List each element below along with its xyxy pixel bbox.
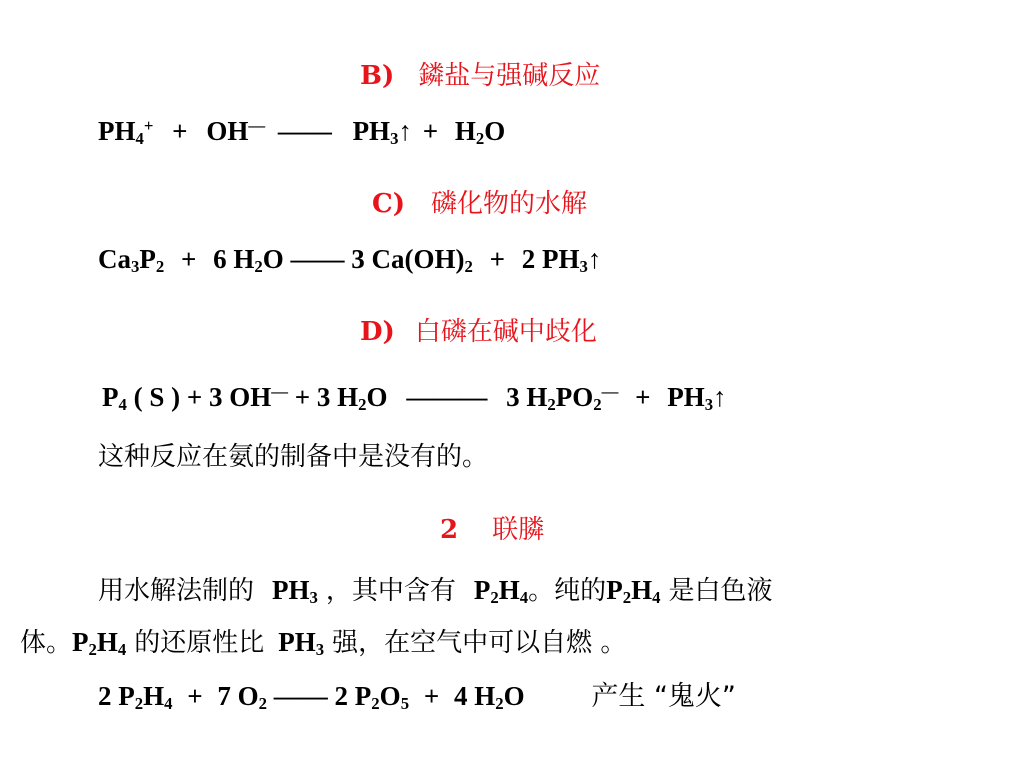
subscript: 2 — [155, 257, 165, 277]
heading-d-label: D) — [360, 317, 395, 347]
formula-text: PH — [667, 382, 705, 412]
plus-sign: + — [294, 382, 311, 412]
equation-4 — [98, 680, 736, 713]
plus-sign: + — [186, 382, 203, 412]
gas-arrow-icon: ↑ — [713, 382, 727, 412]
heading-d-text: 白磷在碱中歧化 — [414, 317, 597, 347]
coefficient: 3 — [209, 382, 223, 412]
formula-text: PO — [555, 382, 594, 412]
plus-sign: + — [187, 681, 203, 711]
superscript: — — [601, 381, 619, 401]
superscript: — — [248, 115, 266, 135]
subscript: 4 — [652, 588, 661, 608]
reaction-dash: —— — [277, 116, 332, 146]
formula-text: H — [526, 382, 548, 412]
formula-text: O — [379, 681, 401, 711]
formula-text: H — [631, 575, 653, 605]
subscript: 2 — [371, 694, 380, 714]
formula-text: H — [143, 681, 165, 711]
reaction-dash: —— — [273, 681, 328, 711]
subscript: 3 — [131, 257, 140, 277]
equation-2 — [98, 243, 601, 275]
subscript: 3 — [390, 129, 399, 149]
formula-text: H — [96, 627, 118, 657]
subscript: 2 — [254, 257, 263, 277]
paragraph-text: 是白色液 — [668, 576, 773, 606]
subscript: 2 — [495, 694, 504, 714]
coefficient: 4 — [453, 681, 468, 711]
formula-text: H — [233, 244, 255, 274]
superscript: — — [271, 381, 289, 401]
formula-text: PH — [272, 575, 310, 605]
formula-text: PH — [352, 116, 391, 146]
heading-b-label: B) — [360, 61, 395, 91]
subscript: 3 — [315, 640, 325, 660]
paragraph-text: 体。 — [20, 628, 73, 658]
coefficient: 6 — [213, 244, 227, 274]
subscript: 2 — [88, 640, 97, 660]
subscript: 3 — [309, 588, 318, 608]
subscript: 2 — [593, 395, 602, 415]
paragraph-line-1 — [98, 574, 772, 607]
formula-text: H — [454, 116, 476, 146]
heading-b-text: 鏻盐与强碱反应 — [418, 61, 601, 91]
formula-text: PH — [278, 627, 316, 657]
formula-text: H — [498, 575, 520, 605]
paragraph-text: 的还原性比 — [134, 628, 265, 658]
state-label: ( S ) — [133, 382, 181, 412]
subscript: 2 — [464, 257, 473, 277]
formula-text: P — [473, 575, 491, 605]
plus-sign: + — [489, 244, 506, 274]
subscript: 4 — [519, 588, 529, 608]
heading-c — [372, 188, 587, 220]
formula-text: P — [102, 382, 119, 412]
formula-text: P — [118, 681, 135, 711]
note-text: 这种反应在氨的制备中是没有的。 — [98, 442, 489, 472]
formula-text: OH — [229, 382, 272, 412]
paragraph-text: ，其中含有 — [325, 576, 456, 606]
superscript: + — [143, 115, 154, 135]
subscript: 3 — [579, 257, 588, 277]
subscript: 5 — [400, 694, 410, 714]
subscript: 2 — [358, 395, 367, 415]
subscript: 4 — [118, 395, 127, 415]
heading-d — [360, 316, 597, 348]
plus-sign: + — [181, 244, 197, 274]
equation-1 — [98, 115, 505, 147]
subscript: 4 — [135, 129, 144, 149]
formula-text: PH — [98, 116, 136, 146]
formula-text: P — [606, 575, 623, 605]
heading-2-label: 2 — [440, 515, 459, 545]
gas-arrow-icon: ↑ — [398, 116, 412, 146]
plus-sign: + — [422, 116, 439, 146]
reaction-dash: ——— — [406, 382, 488, 412]
plus-sign: + — [423, 681, 440, 711]
coefficient: 2 — [521, 244, 536, 274]
coefficient: 3 — [351, 244, 365, 274]
heading-b — [360, 60, 600, 92]
paragraph-text: 。纯的 — [528, 576, 607, 606]
coefficient: 2 — [98, 681, 112, 711]
plus-sign: + — [635, 382, 651, 412]
subscript: 2 — [622, 588, 632, 608]
formula-text: O — [484, 116, 506, 146]
formula-text: O — [262, 244, 284, 274]
paragraph-text: 强，在空气中可以自燃 。 — [332, 628, 627, 658]
subscript: 2 — [547, 395, 556, 415]
coefficient: 3 — [506, 382, 520, 412]
heading-c-label: C) — [372, 189, 405, 219]
subscript: 4 — [164, 694, 173, 714]
equation-3 — [102, 381, 727, 413]
paragraph-line-2 — [20, 626, 626, 659]
formula-text: O — [237, 681, 259, 711]
heading-2-text: 联膦 — [492, 515, 545, 545]
subscript: 2 — [475, 129, 485, 149]
formula-text: O — [366, 382, 388, 412]
gas-arrow-icon: ↑ — [587, 244, 602, 274]
formula-text: H — [337, 382, 359, 412]
subscript: 2 — [490, 588, 499, 608]
coefficient: 7 — [217, 681, 231, 711]
coefficient: 2 — [334, 681, 349, 711]
plus-sign: + — [172, 116, 188, 146]
coefficient: 3 — [316, 382, 331, 412]
formula-text: Ca(OH) — [371, 244, 465, 274]
reaction-dash: —— — [290, 244, 345, 274]
paragraph-text: 用水解法制的 — [98, 576, 255, 606]
subscript: 4 — [117, 640, 127, 660]
heading-2 — [440, 514, 544, 546]
formula-text: P — [139, 244, 156, 274]
tail-text: 产生 “鬼火” — [591, 681, 736, 712]
formula-text: PH — [542, 244, 580, 274]
formula-text: P — [354, 681, 372, 711]
formula-text: Ca — [98, 244, 131, 274]
formula-text: OH — [206, 116, 249, 146]
formula-text: H — [474, 681, 496, 711]
formula-text: P — [72, 627, 89, 657]
heading-c-text: 磷化物的水解 — [431, 189, 588, 219]
subscript: 3 — [704, 395, 714, 415]
formula-text: O — [503, 681, 525, 711]
subscript: 2 — [258, 694, 268, 714]
subscript: 2 — [134, 694, 144, 714]
